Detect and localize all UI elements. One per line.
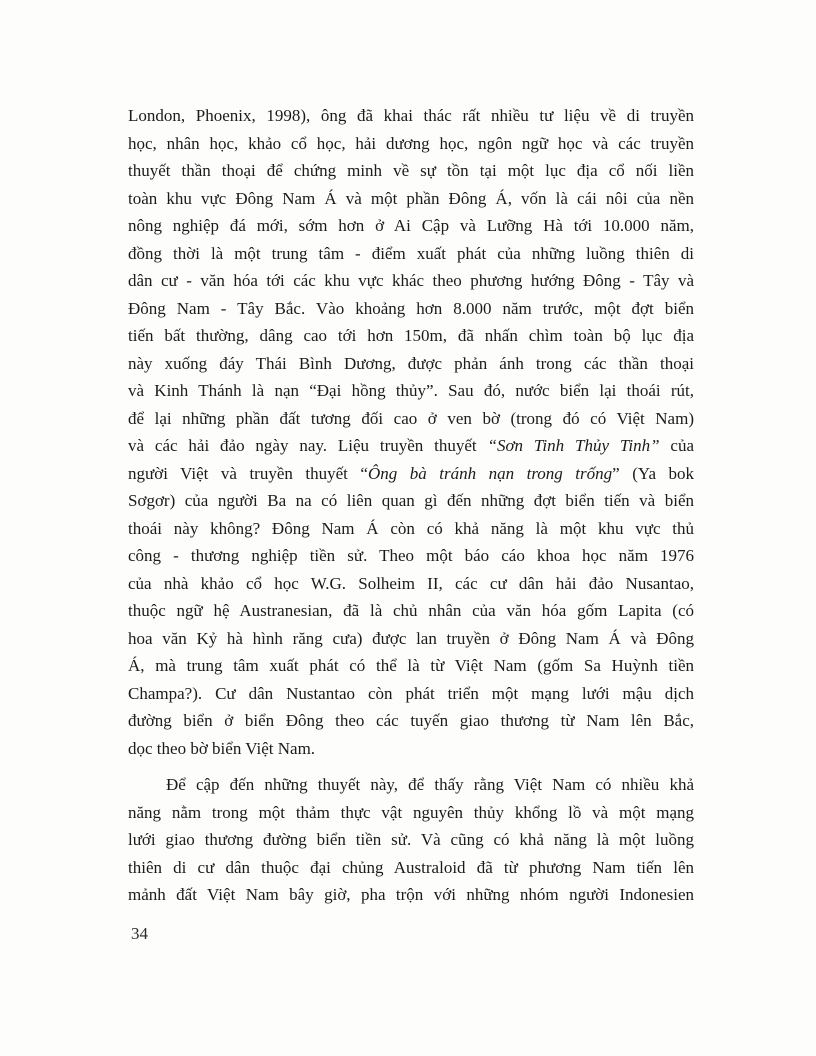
text-segment: này xuống đáy Thái Bình Dương, được phản ánh trong các thần thoại xyxy=(128,353,694,373)
text-segment: học, nhân học, khảo cổ học, hải dương học, ngôn ngữ học và các truyền xyxy=(128,133,694,153)
text-segment: Đông Nam - Tây Bắc. Vào khoảng hơn 8.000 năm trước, một đợt biển xyxy=(128,298,694,318)
text-line xyxy=(128,771,694,799)
text-segment: Sơgơr) của người Ba na có liên quan gì đến những đợt biển tiến và biển xyxy=(128,491,694,510)
text-segment: người Việt và truyền thuyết “ xyxy=(128,463,368,483)
text-line xyxy=(128,881,694,909)
text-line xyxy=(128,625,694,653)
text-line xyxy=(128,102,694,130)
text-segment: ” (Ya bok xyxy=(612,463,695,483)
text-segment: của xyxy=(659,436,694,455)
text-segment: đồng thời là một trung tâm - điểm xuất phát của những luồng thiên di xyxy=(128,243,694,263)
text-line xyxy=(128,295,694,323)
text-segment: và các hải đảo ngày nay. Liệu truyền thuyết xyxy=(128,436,488,455)
text-segment: dọc theo bờ biển Việt Nam. xyxy=(128,738,316,758)
text-line xyxy=(128,652,694,680)
text-segment: đường biển ở biển Đông theo các tuyến giao thương từ Nam lên Bắc, xyxy=(128,711,694,730)
paragraph xyxy=(128,102,694,762)
text-segment: tiến bất thường, dâng cao tới hơn 150m, đã nhấn chìm toàn bộ lục địa xyxy=(128,326,694,345)
text-line xyxy=(128,597,694,625)
text-line xyxy=(128,570,694,598)
text-line xyxy=(128,460,694,488)
text-segment: thiên di cư dân thuộc đại chủng Australoid đã từ phương Nam tiến lên xyxy=(128,857,694,877)
text-segment: mảnh đất Việt Nam bây giờ, pha trộn với những nhóm người Indonesien xyxy=(128,885,694,904)
text-segment: Champa?). Cư dân Nustantao còn phát triển một mạng lưới mậu dịch xyxy=(128,683,694,703)
text-segment: toàn khu vực Đông Nam Á và một phần Đông Á, vốn là cái nôi của nền xyxy=(128,188,694,208)
paragraph xyxy=(128,771,694,909)
text-segment: nông nghiệp đá mới, sớm hơn ở Ai Cập và Lưỡng Hà tới 10.000 năm, xyxy=(128,216,694,235)
italic-text-segment: Ông bà tránh nạn trong trống xyxy=(367,463,613,483)
text-line xyxy=(128,432,694,460)
text-line xyxy=(128,515,694,543)
text-segment: hoa văn Kỷ hà hình răng cưa) được lan truyền ở Đông Nam Á và Đông xyxy=(128,628,694,648)
text-segment: Để cập đến những thuyết này, để thấy rằng Việt Nam có nhiều khả xyxy=(166,775,694,794)
text-line xyxy=(128,542,694,570)
page-number: 34 xyxy=(131,924,148,943)
text-segment: thuộc ngữ hệ Austranesian, đã là chủ nhân của văn hóa gốm Lapita (có xyxy=(128,601,694,620)
text-line xyxy=(128,350,694,378)
text-line xyxy=(128,735,694,763)
text-segment: để lại những phần đất tương đối cao ở ven bờ (trong đó có Việt Nam) xyxy=(128,408,694,428)
text-line xyxy=(128,854,694,882)
text-line xyxy=(128,707,694,735)
text-line xyxy=(128,322,694,350)
text-line xyxy=(128,185,694,213)
text-line xyxy=(128,799,694,827)
text-line xyxy=(128,130,694,158)
text-segment: Á, mà trung tâm xuất phát có thể là từ Việt Nam (gốm Sa Huỳnh tiền xyxy=(128,656,694,675)
text-line xyxy=(128,377,694,405)
text-line xyxy=(128,405,694,433)
text-line xyxy=(128,240,694,268)
text-segment: lưới giao thương đường biển tiền sử. Và cũng có khả năng là một luồng xyxy=(128,830,694,849)
text-block xyxy=(128,102,694,909)
italic-text-segment: “Sơn Tinh Thủy Tinh” xyxy=(487,436,660,455)
text-segment: thuyết thần thoại để chứng minh về sự tồn tại một lục địa cổ nối liền xyxy=(128,161,694,180)
text-segment: và Kinh Thánh là nạn “Đại hồng thủy”. Sau đó, nước biển lại thoái rút, xyxy=(128,381,694,400)
text-line xyxy=(128,826,694,854)
text-line xyxy=(128,157,694,185)
text-line xyxy=(128,267,694,295)
text-segment: năng nằm trong một thảm thực vật nguyên thủy khổng lồ và một mạng xyxy=(128,802,694,822)
text-line xyxy=(128,487,694,515)
text-segment: dân cư - văn hóa tới các khu vực khác theo phương hướng Đông - Tây và xyxy=(128,271,694,290)
text-line xyxy=(128,212,694,240)
text-segment: của nhà khảo cổ học W.G. Solheim II, các cư dân hải đảo Nusantao, xyxy=(128,573,694,593)
text-segment: London, Phoenix, 1998), ông đã khai thác rất nhiều tư liệu về di truyền xyxy=(128,106,694,125)
text-segment: thoái này không? Đông Nam Á còn có khả năng là một khu vực thủ xyxy=(128,518,694,538)
text-line xyxy=(128,680,694,708)
text-segment: công - thương nghiệp tiền sử. Theo một báo cáo khoa học năm 1976 xyxy=(128,546,694,565)
